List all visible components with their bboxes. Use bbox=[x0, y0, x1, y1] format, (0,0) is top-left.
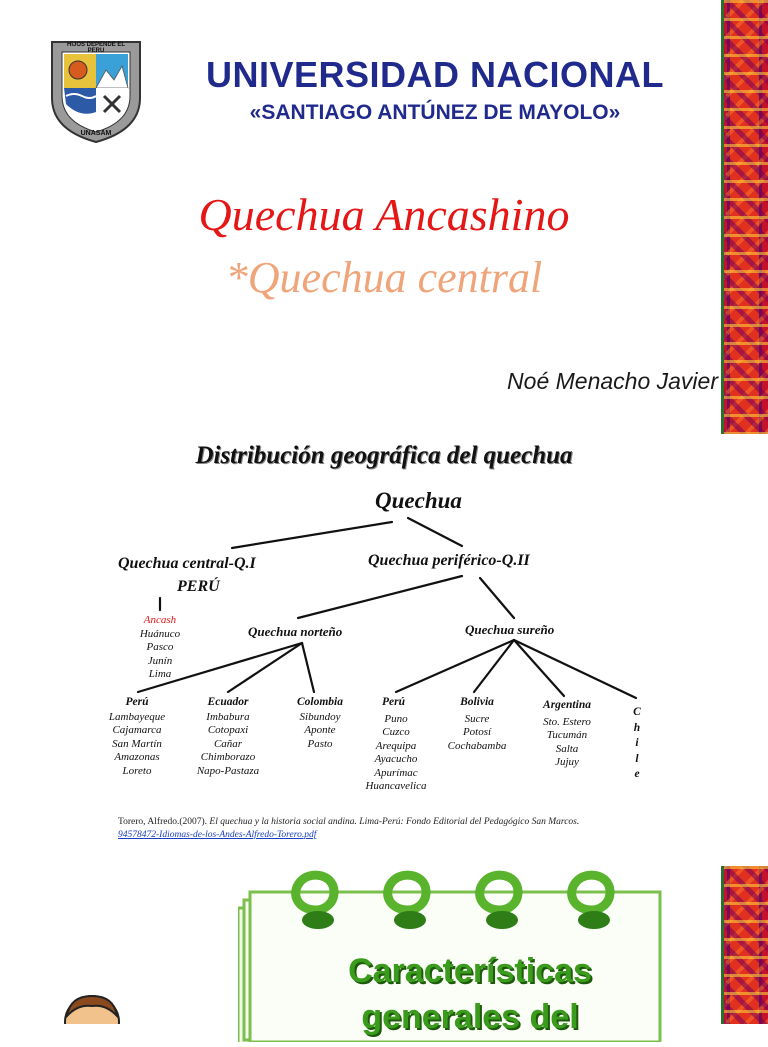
country-label: Ecuador bbox=[207, 696, 249, 708]
list-item: Cuzco bbox=[382, 726, 410, 738]
list-item: Sto. Estero bbox=[543, 715, 591, 728]
reference-author: Torero, Alfredo.(2007). bbox=[118, 817, 210, 827]
list-item: Apurímac bbox=[374, 766, 418, 779]
chile-letter: i bbox=[635, 737, 639, 749]
list-item: Huancavelica bbox=[365, 780, 427, 792]
bibliographic-reference bbox=[118, 816, 633, 842]
list-item: Imbabura bbox=[206, 710, 250, 723]
country-label: Bolivia bbox=[460, 696, 494, 708]
north-ecuador-list bbox=[190, 696, 266, 778]
list-item: Lambayeque bbox=[108, 710, 166, 723]
logo-bottom-text: UNASAM bbox=[80, 130, 112, 137]
list-item: Huánuco bbox=[139, 627, 181, 640]
slide-subtitle: *Quechua central bbox=[225, 253, 543, 302]
list-item: Ayacucho bbox=[374, 753, 418, 765]
reference-title: El quechua y la historia social andina. Lima-Perú: Fondo Editorial del Pedagógico San Marcos. bbox=[209, 817, 580, 827]
list-item: Cajamarca bbox=[112, 724, 162, 736]
list-item: Lima bbox=[148, 668, 172, 680]
south-chile-vertical bbox=[628, 705, 646, 783]
list-item: Tucumán bbox=[546, 729, 588, 741]
list-item: Cañar bbox=[213, 737, 243, 750]
logo-top-text: HIJOS DEPENDE EL PERU bbox=[66, 42, 125, 54]
list-item: Napo-Pastaza bbox=[196, 764, 260, 777]
list-item: Sucre bbox=[464, 712, 490, 725]
list-item: San Martín bbox=[112, 737, 162, 750]
country-label: Perú bbox=[125, 696, 149, 708]
country-label: Colombia bbox=[296, 696, 343, 708]
north-colombia-list bbox=[284, 696, 356, 751]
next-slide-title-line1: Características bbox=[348, 952, 592, 990]
author-name: Noé Menacho Javier bbox=[507, 368, 718, 394]
central-regions-list bbox=[128, 614, 192, 682]
south-peru-list bbox=[358, 696, 434, 794]
south-bolivia-list bbox=[440, 696, 514, 753]
list-item: Loreto bbox=[122, 764, 152, 777]
north-peru-list bbox=[100, 696, 174, 778]
diagram-title: Distribución geográfica del quechua bbox=[195, 442, 573, 469]
node-quechua-southern: Quechua sureño bbox=[465, 622, 555, 637]
next-slide-title-line2: generales del bbox=[361, 998, 579, 1036]
list-item: Ancash bbox=[143, 614, 177, 626]
list-item: Cochabamba bbox=[447, 739, 507, 752]
list-item: Pasto bbox=[307, 737, 333, 750]
node-quechua-northern: Quechua norteño bbox=[248, 624, 343, 639]
node-quechua-root: Quechua bbox=[375, 488, 462, 513]
list-item: Aponte bbox=[304, 724, 336, 736]
list-item: Arequipa bbox=[375, 739, 417, 752]
node-quechua-peripheral: Quechua periférico-Q.II bbox=[368, 552, 530, 569]
list-item: Amazonas bbox=[114, 751, 160, 763]
chile-letter: h bbox=[633, 721, 641, 734]
cartoon-character bbox=[62, 992, 122, 1024]
chile-letter: l bbox=[635, 752, 639, 765]
reference-link[interactable]: 94578472-Idiomas-de-los-Andes-Alfredo-Torero.pdf bbox=[118, 830, 317, 840]
chile-letter: C bbox=[633, 706, 641, 718]
university-heading: UNIVERSIDAD NACIONAL bbox=[205, 54, 664, 95]
list-item: Cotopaxi bbox=[207, 724, 249, 736]
university-name: «SANTIAGO ANTÚNEZ DE MAYOLO» bbox=[249, 101, 621, 124]
list-item: Puno bbox=[384, 712, 408, 725]
south-argentina-list bbox=[530, 699, 604, 770]
list-item: Sibundoy bbox=[299, 710, 341, 723]
next-slide-title bbox=[300, 948, 640, 1040]
list-item: Potosí bbox=[462, 726, 492, 738]
list-item: Jujuy bbox=[555, 756, 579, 768]
slide-title: Quechua Ancashino bbox=[198, 189, 570, 240]
chile-letter: e bbox=[634, 768, 640, 780]
country-label: Argentina bbox=[543, 699, 591, 711]
list-item: Junín bbox=[147, 654, 173, 667]
node-quechua-central: Quechua central-Q.I bbox=[118, 555, 256, 572]
list-item: Chimborazo bbox=[200, 751, 256, 763]
country-label: Perú bbox=[382, 696, 405, 708]
list-item: Salta bbox=[555, 742, 579, 755]
list-item: Pasco bbox=[146, 641, 174, 653]
node-central-country: PERÚ bbox=[177, 578, 220, 595]
